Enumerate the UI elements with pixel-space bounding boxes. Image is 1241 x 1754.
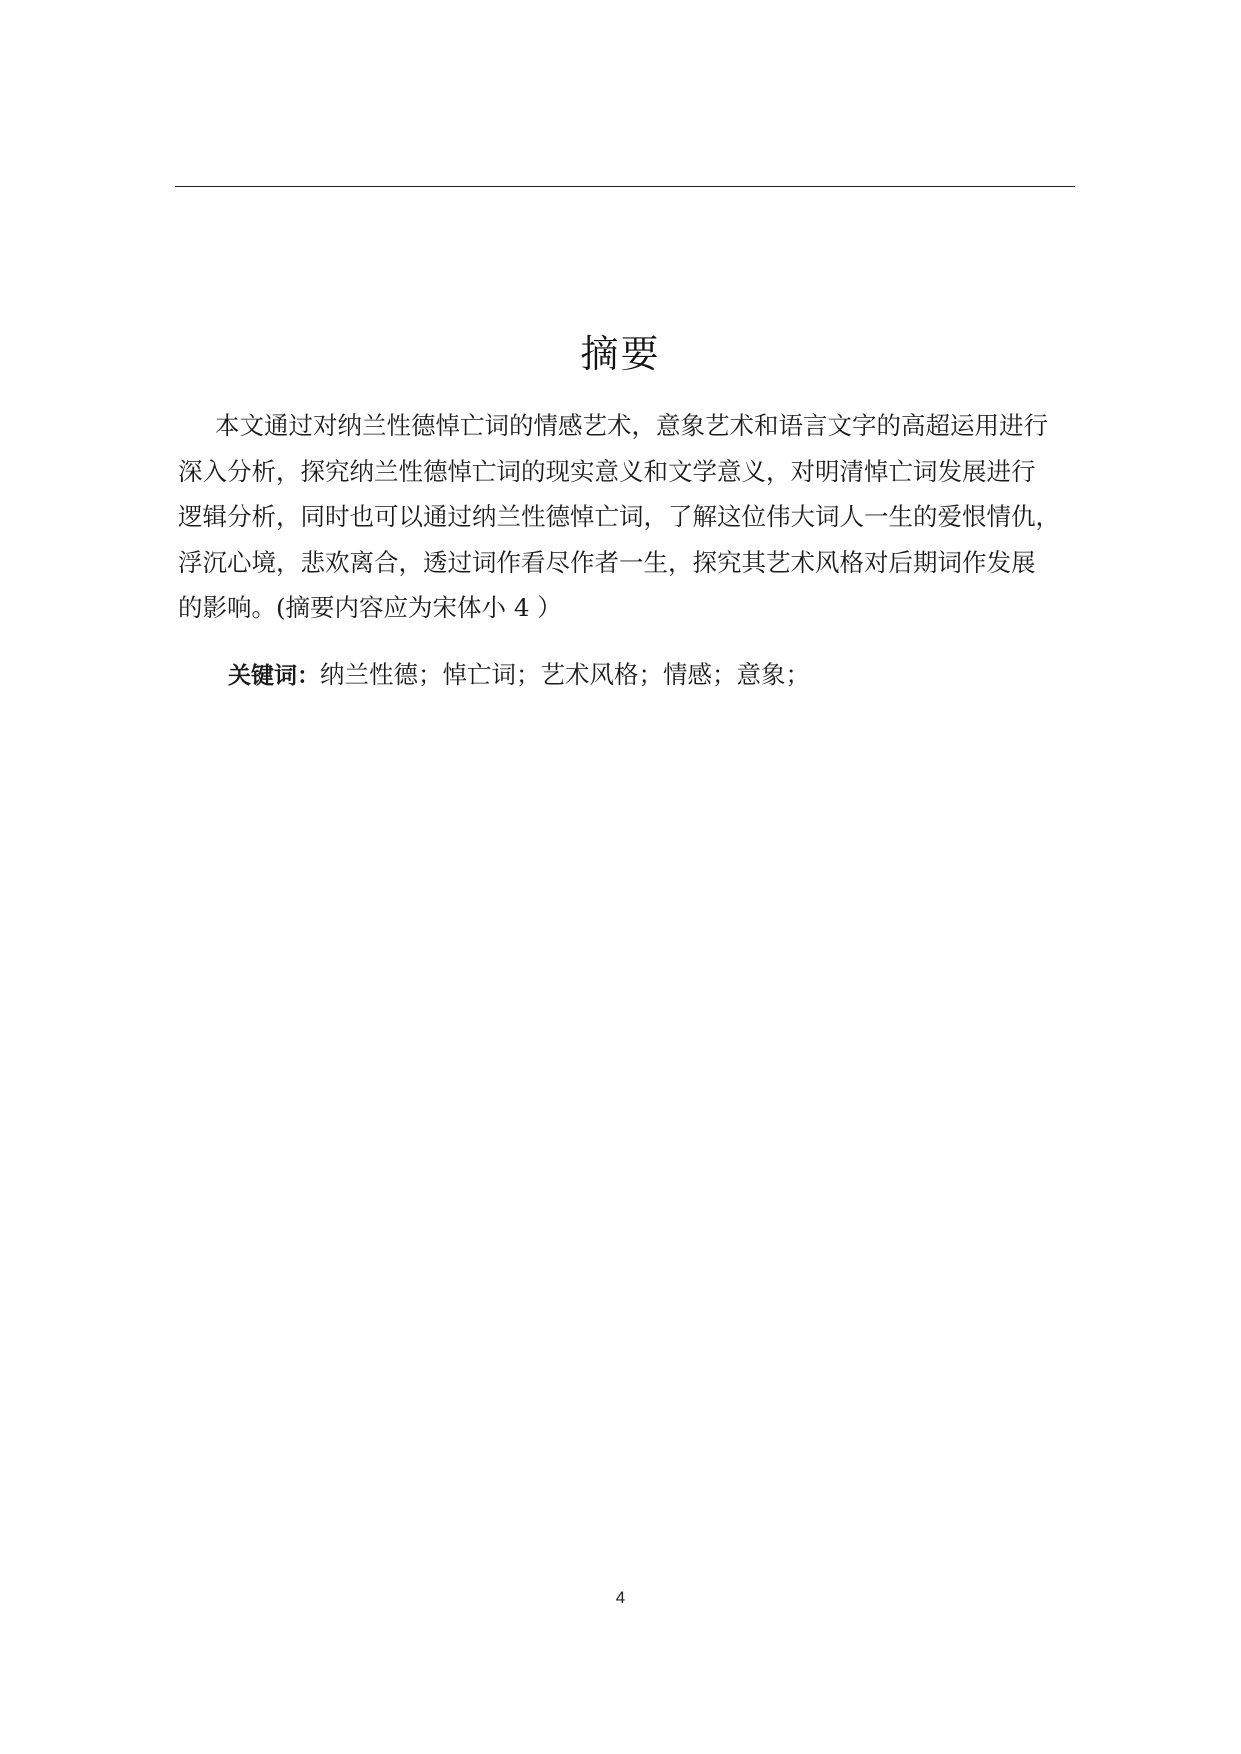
abstract-line-4: 浮沉心境，悲欢离合，透过词作看尽作者一生，探究其艺术风格对后期词作发展 [178, 547, 1036, 577]
keywords-text: 纳兰性德；悼亡词；艺术风格；情感；意象； [320, 660, 810, 689]
abstract-line-5: 的影响。(摘要内容应为宋体小 4 ） [178, 593, 562, 622]
abstract-line-3: 逻辑分析，同时也可以通过纳兰性德悼亡词，了解这位伟大词人一生的爱恨情仇， [178, 502, 1060, 531]
page-number: 4 [615, 1588, 626, 1607]
keywords-line [228, 657, 810, 694]
abstract-body [178, 403, 1078, 631]
keywords-label: 关键词： [228, 663, 320, 689]
abstract-title: 摘要 [580, 332, 661, 376]
abstract-line-2: 深入分析，探究纳兰性德悼亡词的现实意义和文学意义，对明清悼亡词发展进行 [178, 456, 1036, 486]
abstract-line-1: 本文通过对纳兰性德悼亡词的情感艺术，意象艺术和语言文字的高超运用进行 [215, 411, 1048, 440]
header-rule [175, 186, 1075, 187]
